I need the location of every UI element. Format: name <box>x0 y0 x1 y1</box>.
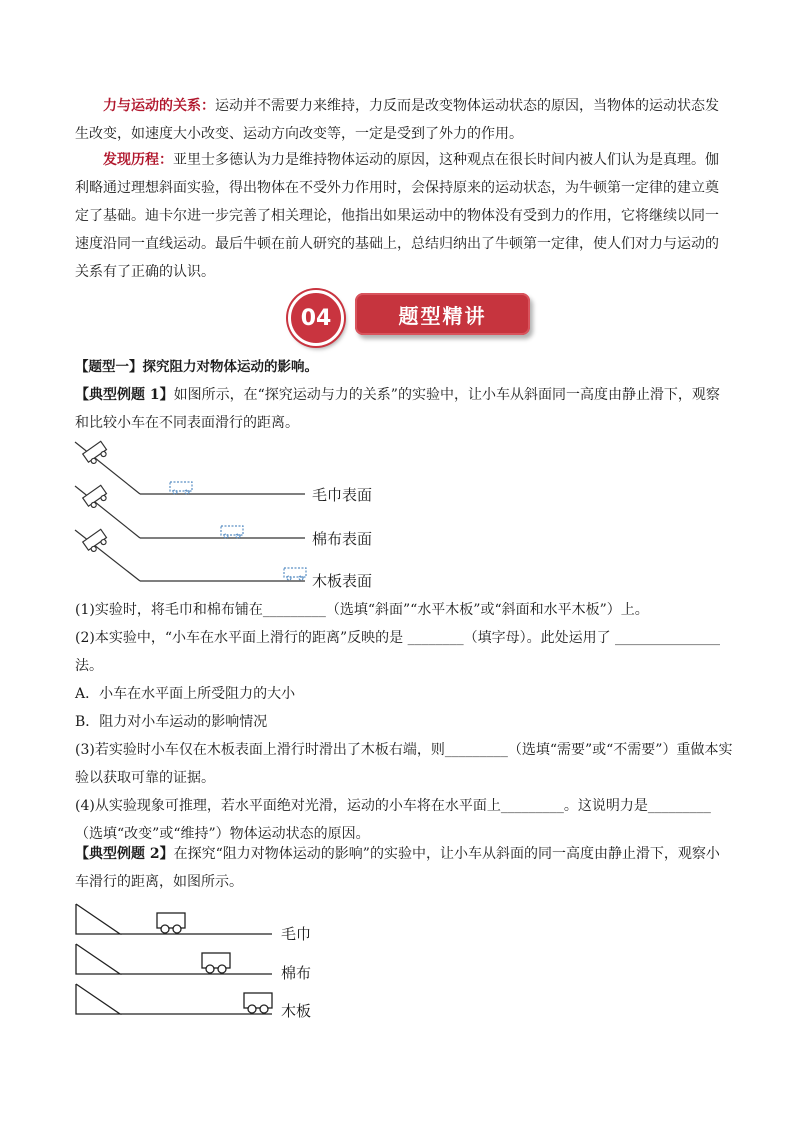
example2-text-2: 车滑行的距离，如图所示。 <box>75 874 243 890</box>
question-3-line-2: 验以获取可靠的证据。 <box>75 770 215 786</box>
relation-text-1: 运动并不需要力来维持，力反而是改变物体运动状态的原因，当物体的运动状态发 <box>215 98 719 114</box>
figure1-label-towel: 毛巾表面 <box>312 486 373 504</box>
history-text-3: 定了基础。迪卡尔进一步完善了相关理论，他指出如果运动中的物体没有受到力的作用，它将继续以同一 <box>75 208 719 224</box>
cart-final-position-icon <box>284 568 306 580</box>
example1-stem <box>75 381 735 437</box>
section-number-badge: 04 <box>288 290 344 346</box>
history-label: 发现历程： <box>103 152 173 168</box>
cart-icon <box>83 485 109 509</box>
question-3-line-1: (3)若实验时小车仅在木板表面上滑行时滑出了木板右端，则_________（选填“需要”或“不需要”）重做本实 <box>75 742 733 758</box>
ramp-wood <box>76 984 272 1014</box>
question-4-line-2: （选填“改变”或“维持”）物体运动状态的原因。 <box>75 826 370 842</box>
ramp-cotton <box>75 485 305 538</box>
figure1-label-cotton: 棉布表面 <box>312 530 373 548</box>
cart-icon <box>83 441 109 465</box>
figure1-label-wood: 木板表面 <box>312 572 373 590</box>
type1-heading: 【题型一】探究阻力对物体运动的影响。 <box>75 359 318 375</box>
example1-questions <box>75 596 735 848</box>
example1-label: 【典型例题 1】 <box>75 387 174 403</box>
option-a: A．小车在水平面上所受阻力的大小 <box>75 686 296 702</box>
cart-icon <box>202 953 230 973</box>
history-text-2: 利略通过理想斜面实验，得出物体在不受外力作用时，会保持原来的运动状态，为牛顿第一定律的建立奠 <box>75 180 719 196</box>
cart-icon <box>157 913 185 933</box>
example2-stem <box>75 840 735 896</box>
question-2-line-2: 法。 <box>75 658 103 674</box>
example2-text-1: 在探究“阻力对物体运动的影响”的实验中，让小车从斜面的同一高度由静止滑下，观察小 <box>173 846 720 862</box>
question-2-line-1: (2)本实验中，“小车在水平面上滑行的距离”反映的是 ________（填字母）。此处运用了 _______________ <box>75 630 721 646</box>
question-4-line-1: (4)从实验现象可推理，若水平面绝对光滑，运动的小车将在水平面上_________。这说明力是_________ <box>75 798 711 814</box>
history-text-1: 亚里士多德认为力是维持物体运动的原因，这种观点在很长时间内被人们认为是真理。伽 <box>173 152 719 168</box>
cart-final-position-icon <box>170 482 192 494</box>
cart-icon <box>83 529 109 553</box>
relation-text-2: 生改变，如速度大小改变、运动方向改变等，一定是受到了外力的作用。 <box>75 126 523 142</box>
intro-paragraph-2 <box>75 146 725 286</box>
figure2-label-cotton: 棉布 <box>281 964 312 982</box>
figure2-label-wood: 木板 <box>281 1002 312 1020</box>
option-b: B．阻力对小车运动的影响情况 <box>75 714 268 730</box>
relation-label: 力与运动的关系： <box>103 98 215 114</box>
ramp-wood <box>75 529 306 581</box>
example1-text-1: 如图所示，在“探究运动与力的关系”的实验中，让小车从斜面同一高度由静止滑下，观察 <box>173 387 720 403</box>
cart-icon <box>244 993 272 1013</box>
intro-paragraph-1 <box>75 92 725 148</box>
ramp-cotton <box>76 944 272 974</box>
cart-final-position-icon <box>221 526 243 538</box>
history-text-5: 关系有了正确的认识。 <box>75 264 215 280</box>
example2-label: 【典型例题 2】 <box>75 846 174 862</box>
section-title-banner: 题型精讲 <box>355 293 530 335</box>
figure2-label-towel: 毛巾 <box>281 925 312 943</box>
history-text-4: 速度沿同一直线运动。最后牛顿在前人研究的基础上，总结归纳出了牛顿第一定律，使人们对力与运动的 <box>75 236 719 252</box>
example2-figure <box>72 900 282 1022</box>
ramp-towel <box>75 441 305 494</box>
ramp-towel <box>76 904 272 934</box>
example1-text-2: 和比较小车在不同表面滑行的距离。 <box>75 415 299 431</box>
question-1: (1)实验时，将毛巾和棉布铺在_________（选填“斜面”“水平木板”或“斜面和水平木板”）上。 <box>75 602 649 618</box>
